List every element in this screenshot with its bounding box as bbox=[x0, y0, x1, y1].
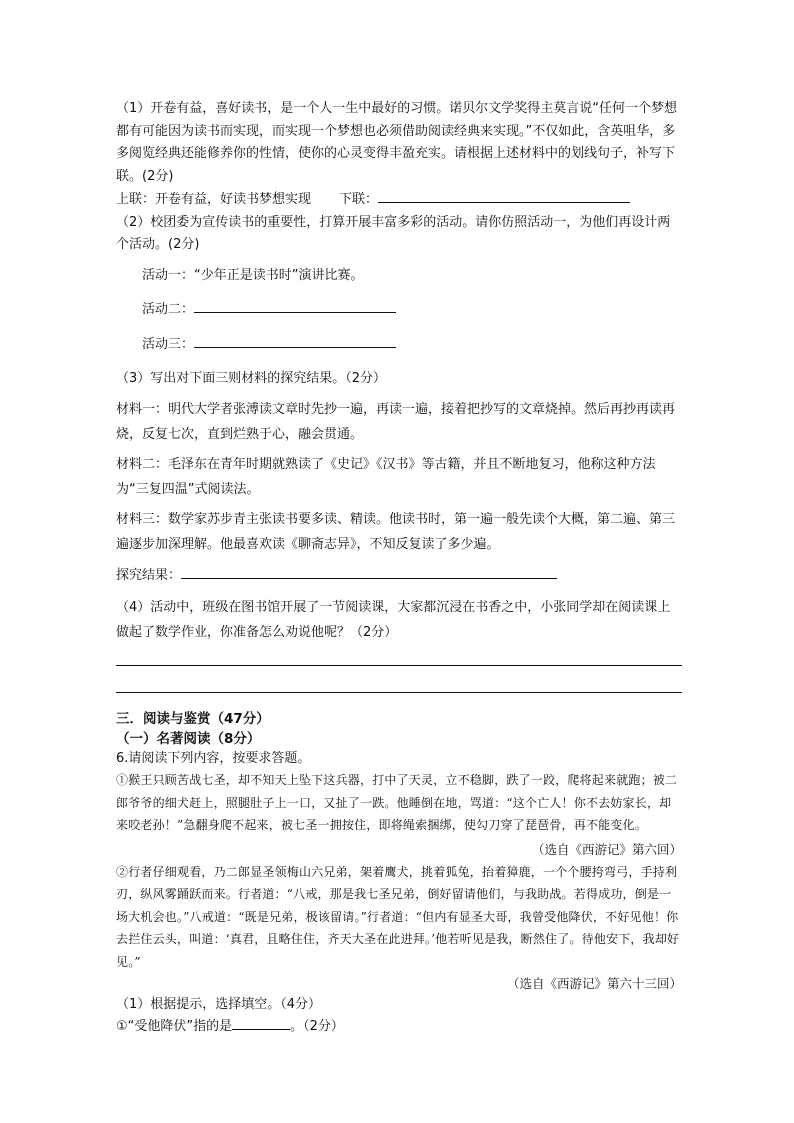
section-3-title: 三．阅读与鉴赏（47分） bbox=[116, 711, 270, 727]
sub-question-1: （1）根据提示，选择填空。（4分） bbox=[116, 997, 322, 1012]
q3-prompt: （3）写出对下面三则材料的探究结果。（2分） bbox=[116, 371, 387, 386]
activity-3-label: 活动三： bbox=[142, 336, 195, 352]
answer-line-1[interactable] bbox=[116, 665, 682, 666]
q6-prompt: 6.请阅读下列内容，按要求答题。 bbox=[116, 751, 311, 766]
exam-page bbox=[116, 96, 682, 1037]
sub-question-1a-tail: 。（2分） bbox=[290, 1019, 344, 1034]
xialian-label: 下联： bbox=[339, 192, 379, 207]
activity-3-line bbox=[116, 333, 682, 357]
q1-prompt: （1）开卷有益，喜好读书，是一个人一生中最好的习惯。诺贝尔文学奖得主莫言说“任何一个梦想都有可能因为读书而实现，而实现一个梦想也必须借助阅读经典来实现。”不仅如此，含英咀华，多多阅览经典还能修养你的性情，使你的心灵变得丰盈充实。请根据上述材料中的划线句子，补写下联。(2分) bbox=[116, 101, 678, 184]
activity-2-blank[interactable] bbox=[194, 298, 396, 313]
result-label: 探究结果： bbox=[116, 567, 182, 583]
activity-2-label: 活动二： bbox=[142, 302, 195, 317]
result-line bbox=[116, 564, 682, 588]
activity-3-blank[interactable] bbox=[194, 333, 396, 348]
activity-1: 活动一：“少年正是读书时”演讲比赛。 bbox=[142, 267, 364, 283]
source-1: （选自《西游记》第六回） bbox=[531, 841, 682, 857]
result-blank[interactable] bbox=[181, 564, 557, 579]
material-1: 材料一：明代大学者张溥读文章时先抄一遍，再读一遍，接着把抄写的文章烧掉。然后再抄再读再烧，反复七次，直到烂熟于心，融会贯通。 bbox=[116, 401, 676, 442]
passage-2: ②行者仔细观看，乃二郎显圣领梅山六兄弟，架着鹰犬，挑着狐兔，抬着獐鹿，一个个腰挎弯弓，手持利刃，纵风雾踊跃而来。行者道：“八戒，那是我七圣兄弟，倒好留请他们，与我助战。若得成功，倒是一场大机会也。”八戒道：“既是兄弟，极该留请。”行者道：“但内有显圣大哥，我曾受他降伏，不好见他！你去拦住云头，叫道：‘真君，且略住住，齐天大圣在此进拜。’他若听见是我，断然住了。待他安下，我却好见。” bbox=[116, 864, 680, 969]
activity-2-line bbox=[116, 298, 682, 322]
shanglian: 上联：开卷有益，好读书梦想实现 bbox=[116, 192, 312, 207]
xialian-blank[interactable] bbox=[378, 188, 630, 203]
passage-1: ①猴王只顾苦战七圣，却不知天上坠下这兵器，打中了天灵，立不稳脚，跌了一跤，爬将起来就跑；被二郎爷爷的细犬赶上，照腿肚子上一口，又扯了一跌。他睡倒在地，骂道：“这个亡人！你不去妨家长，却来咬老孙！”急翻身爬不起来，被七圣一拥按住，即将绳索捆绑，使勾刀穿了琵琶骨，再不能变化。 bbox=[116, 773, 678, 832]
source-2: （选自《西游记》第六十三回） bbox=[506, 976, 682, 991]
sub-question-1a bbox=[116, 1015, 682, 1037]
material-3: 材料三：数学家苏步青主张读书要多读、精读。他读书时，第一遍一般先读个大概，第二遍、第三遍逐步加深理解。他最喜欢读《聊斋志异》，不知反复读了多少遍。 bbox=[116, 511, 676, 552]
couplet-line bbox=[116, 188, 682, 212]
sub-question-1a-label: ①“受他降伏”指的是 bbox=[116, 1019, 233, 1034]
answer-line-2[interactable] bbox=[116, 692, 682, 693]
q4-prompt: （4）活动中，班级在图书馆开展了一节阅读课，大家都沉浸在书香之中，小张同学却在阅读课上做起了数学作业，你准备怎么劝说他呢？（2分） bbox=[116, 600, 671, 640]
q2-prompt: （2）校团委为宣传读书的重要性，打算开展丰富多彩的活动。请你仿照活动一，为他们再设计两个活动。(2分) bbox=[116, 214, 671, 252]
material-2: 材料二：毛泽东在青年时期就熟读了《史记》《汉书》等古籍，并且不断地复习，他称这种方法为“三复四温”式阅读法。 bbox=[116, 456, 656, 497]
sub-question-1a-blank[interactable] bbox=[232, 1015, 290, 1030]
section-3-subtitle: （一）名著阅读（8分） bbox=[116, 731, 261, 747]
